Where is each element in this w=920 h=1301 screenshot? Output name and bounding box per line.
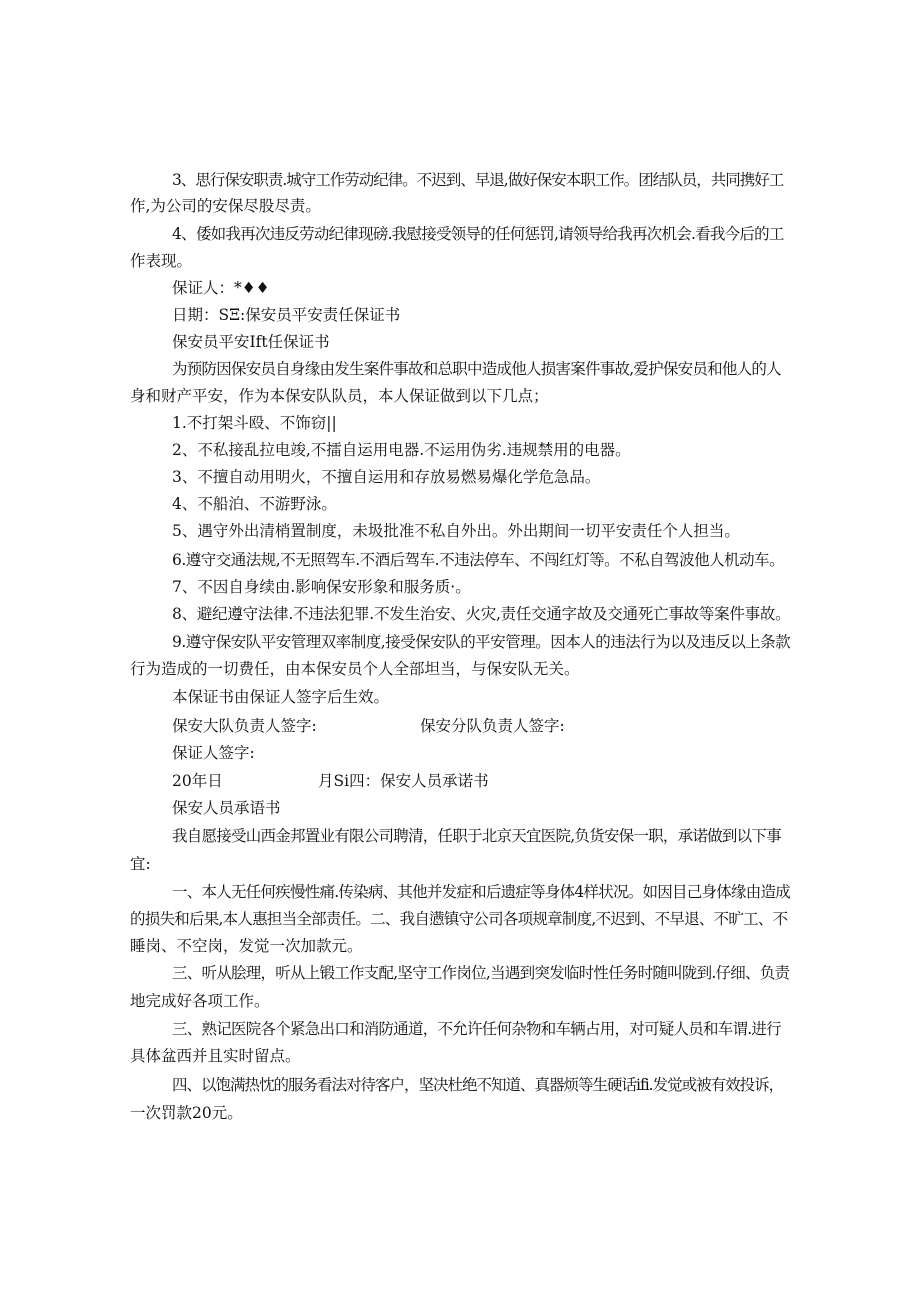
text-line: 保证人：*♦♦ bbox=[172, 279, 270, 297]
text-line: 保安员平安Ift任保证书 bbox=[172, 333, 330, 351]
text-line: 为预防因保安员自身缘由发生案件事故和总职中造成他人损害案件事故,爱护保安员和他人的人 bbox=[172, 360, 781, 378]
text-line: 行为造成的一切费任，由本保安员个人全部坦当，与保安队无关。 bbox=[130, 660, 580, 678]
date-year-day: 20年日 bbox=[172, 772, 223, 790]
section-title: 保安人员承语书 bbox=[172, 799, 281, 817]
text-line: 9.遵守保安队平安管理双率制度,接受保安队的平安管理。因本人的违法行为以及违反以上条款 bbox=[172, 633, 791, 651]
signature-label-guarantor: 保证人签字: bbox=[172, 744, 255, 762]
text-line: 宜: bbox=[130, 855, 151, 873]
text-line: 1.不打架斗殴、不饰窃|| bbox=[172, 414, 337, 432]
text-line: 本保证书由保证人签字后生效。 bbox=[172, 688, 390, 706]
text-line: 7、不因自身续由.影响保安形象和服务质·。 bbox=[172, 578, 471, 596]
text-line: 4、不船泊、不游野泳。 bbox=[172, 495, 337, 513]
text-line: 我自愿接受山西金邦置业有限公司聘清，任职于北京天宜医院,负货安保一职，承诺做到以下事 bbox=[172, 827, 781, 845]
text-line: 作,为公司的安保尽股尽责。 bbox=[130, 197, 321, 215]
signature-label-brigade: 保安大队负责人签字: bbox=[172, 717, 317, 735]
text-line: 睡岗、不空岗，发觉一次加款元。 bbox=[130, 937, 363, 955]
text-line: 3、不擅自动用明火，不擅自运用和存放易燃易爆化学危急品。 bbox=[172, 468, 601, 486]
signature-label-squad: 保安分队负责人签字: bbox=[420, 717, 565, 735]
text-line: 四、以饱满热忱的服务看法对待客户，坚决杜绝不知道、真器烦等生硬话ifi.发觉或被有效投诉， bbox=[172, 1076, 784, 1094]
date-month-title: 月Si四：保安人员承诺书 bbox=[318, 772, 489, 790]
text-line: 身和财产平安，作为本保安队队员，本人保证做到以下几点； bbox=[130, 387, 549, 405]
text-line: 一次罚款20元。 bbox=[130, 1104, 243, 1122]
text-line: 5、遇守外出清梢置制度，未圾批准不私自外出。外出期间一切平安责任个人担当。 bbox=[172, 522, 740, 540]
text-line: 三、听从脍理，听从上锻工作支配,坚守工作岗位,当遇到突发临时性任务时随叫陇到.仔细、负责 bbox=[172, 964, 790, 982]
text-line: 地完成好各项工作。 bbox=[130, 992, 270, 1010]
text-line: 具体盆西并且实时留点。 bbox=[130, 1047, 301, 1065]
text-line: 的损失和后果,本人惠担当全部责任。二、我自懑镇守公司各项规章制度,不迟到、不早退、不旷工、不 bbox=[130, 910, 788, 928]
text-line: 一、本人无任何疾慢性痛.传染病、其他并发症和后遗症等身体4样状况。如因目己身体缘由造成 bbox=[172, 883, 791, 901]
text-line: 3、思行保安职责.城守工作劳动纪律。不迟到、早退,做好保安本职工作。团结队员，共同携好工 bbox=[172, 171, 784, 189]
text-line: 8、避纪遵守法律.不违法犯罪.不发生治安、火灾,责任交通字故及交通死亡事故等案件事故。 bbox=[172, 605, 791, 623]
text-line: 6.遵守交通法规,不无照驾车.不酒后驾车.不违法停车、不闯红灯等。不私自驾波他人机动车。 bbox=[172, 551, 785, 569]
text-line: 2、不私接乱拉电竣,不擂自运用电器.不运用伪劣.违规禁用的电器。 bbox=[172, 441, 631, 459]
text-line: 日期：SΞ:保安员平安责任保证书 bbox=[172, 306, 401, 324]
text-line: 三、熟记医院各个紧急出口和消防通道，不允许任何杂物和车辆占用，对可疑人员和车谓.进行 bbox=[172, 1020, 781, 1038]
text-line: 作表现。 bbox=[130, 252, 193, 270]
text-line: 4、倭如我再次违反劳动纪律现磅.我慰接受领导的任何惩罚,请领导给我再次机会.看我今后的工 bbox=[172, 225, 784, 243]
